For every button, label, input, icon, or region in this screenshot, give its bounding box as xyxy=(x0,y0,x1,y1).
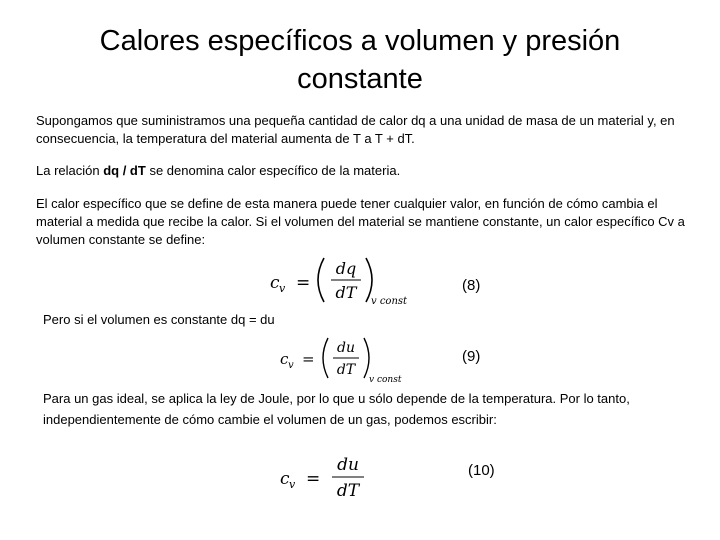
equation-9 xyxy=(272,330,422,386)
eq9-equals: = xyxy=(302,350,315,368)
eq9-numerator: du xyxy=(337,340,355,356)
paragraph-intro: Supongamos que suministramos una pequeña cantidad de calor dq a una unidad de masa de un material y, en consecuencia, la temperatura del material aumenta de T a T + dT. xyxy=(36,113,675,146)
eq8-equals: = xyxy=(296,273,311,293)
slide-title xyxy=(0,22,720,98)
eq10-lhs-sub: v xyxy=(289,478,296,491)
ratio-bold: dq / dT xyxy=(103,163,146,178)
paragraph-definition: El calor específico que se define de esta manera puede tener cualquier valor, en función de cómo cambia el material a medida que recibe la calor. Si el volumen del material se mantiene constante, un calor específico Cv a volumen constante se define: xyxy=(36,196,685,247)
equation-10 xyxy=(272,448,382,506)
eq8-lhs-sub: v xyxy=(279,282,286,295)
eq9-lhs-c: c xyxy=(280,350,289,368)
eq10-denominator: dT xyxy=(336,481,360,501)
eq10-equals: = xyxy=(306,469,321,489)
equation-9-number: (9) xyxy=(462,348,481,365)
paragraph-constant-volume: Pero si el volumen es constante dq = du xyxy=(43,312,275,327)
eq9-subscript: v const xyxy=(369,375,402,385)
title-line-2: constante xyxy=(297,63,423,95)
paragraph-joule: Para un gas ideal, se aplica la ley de Joule, por lo que u sólo depende de la temperatura. Por lo tanto, independientemente de cómo cambie el volumen de un gas, podemos escribir: xyxy=(43,391,630,427)
equation-8 xyxy=(262,250,422,310)
eq9-right-paren xyxy=(364,338,369,378)
eq10-lhs-c: c xyxy=(280,469,290,489)
eq8-denominator: dT xyxy=(335,283,357,302)
eq10-numerator: du xyxy=(337,455,359,475)
eq8-subscript: v const xyxy=(371,296,408,307)
title-line-1: Calores específicos a volumen y presión xyxy=(99,25,621,57)
ratio-text-after: se denomina calor específico de la materia. xyxy=(145,163,401,178)
eq8-left-paren xyxy=(318,258,324,302)
eq9-lhs-sub: v xyxy=(288,360,294,371)
paragraph-ratio xyxy=(36,162,686,180)
equation-8-number: (8) xyxy=(462,277,481,294)
eq8-numerator: dq xyxy=(335,259,357,278)
eq8-lhs-c: c xyxy=(270,273,280,293)
equation-10-number: (10) xyxy=(468,462,495,479)
ratio-text-before: La relación xyxy=(36,163,104,178)
eq9-left-paren xyxy=(323,338,328,378)
eq9-denominator: dT xyxy=(336,362,356,378)
